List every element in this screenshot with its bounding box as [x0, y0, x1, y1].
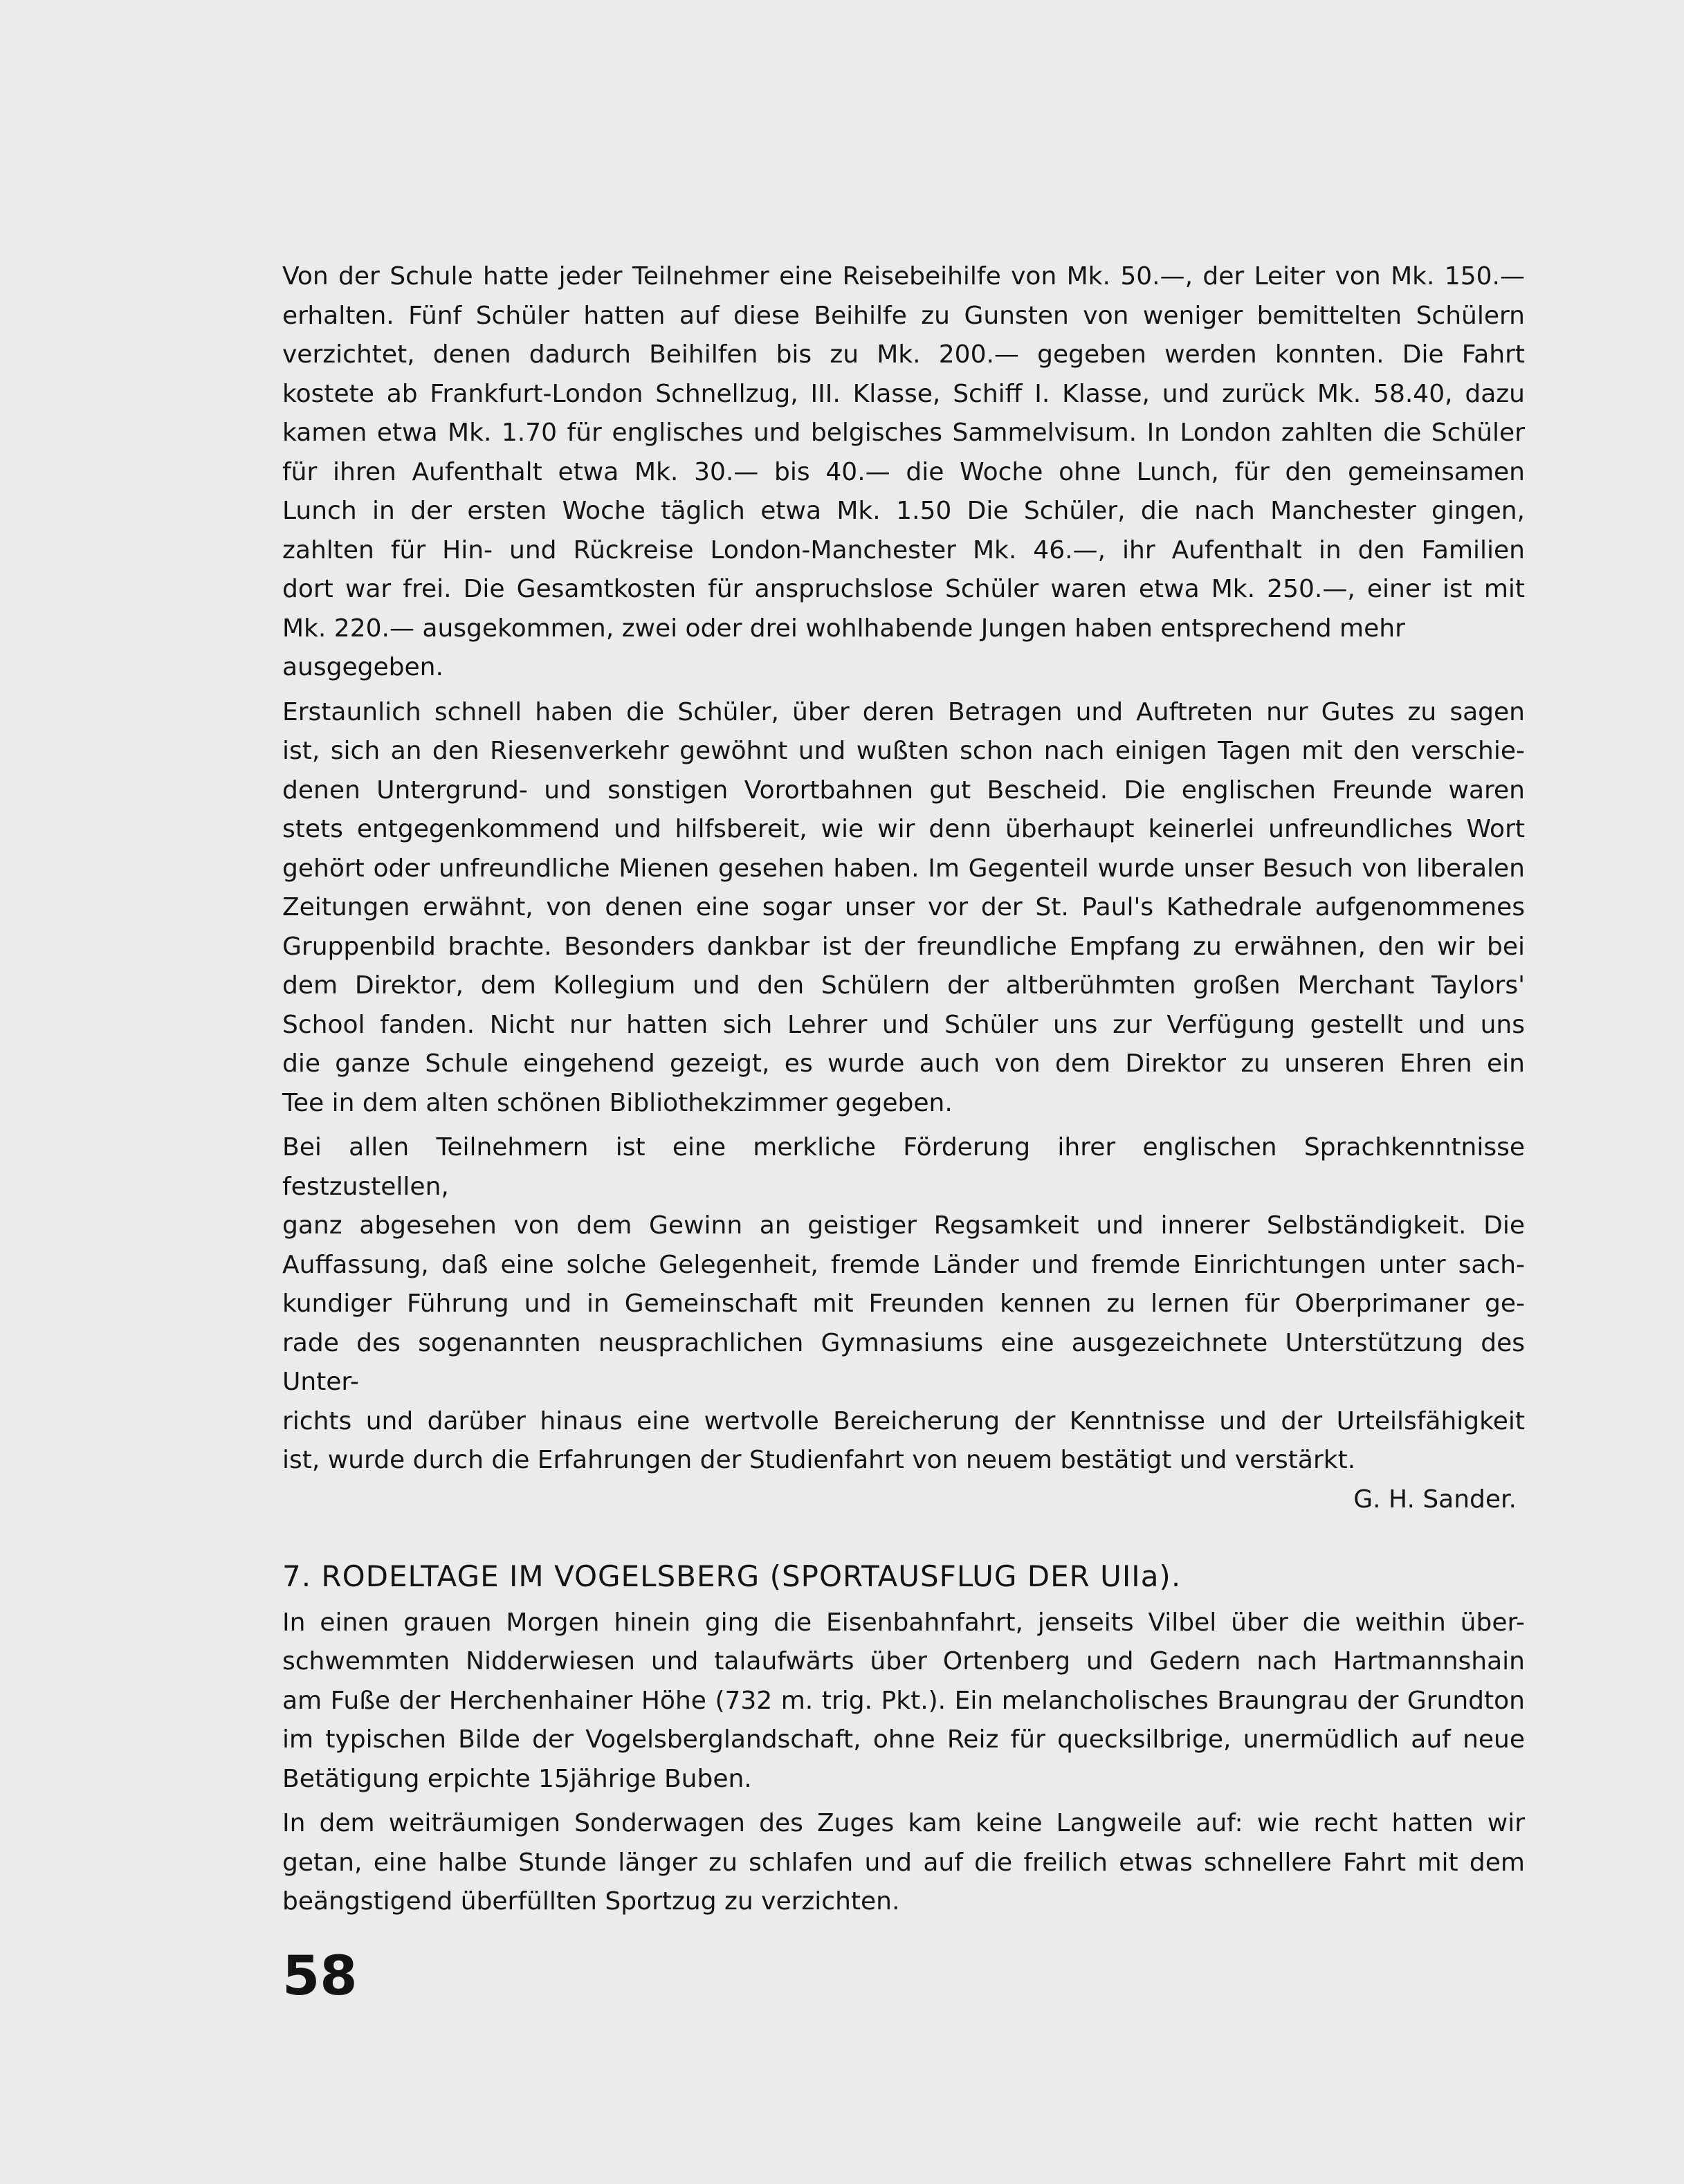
text-line: zahlten für Hin- und Rückreise London-Manchester Mk. 46.—, ihr Aufenthalt in den Familien: [282, 535, 1525, 565]
section-heading: 7. RODELTAGE IM VOGELSBERG (SPORTAUSFLUG DER UIIa).: [282, 1559, 1182, 1593]
text-line: die ganze Schule eingehend gezeigt, es wurde auch von dem Direktor zu unseren Ehren ein: [282, 1049, 1525, 1078]
text-line: Zeitungen erwähnt, von denen eine sogar unser vor der St. Paul's Kathedrale aufgenommenes: [282, 893, 1525, 921]
text-line: In einen grauen Morgen hinein ging die Eisenbahnfahrt, jenseits Vilbel über die weithin über-: [282, 1608, 1525, 1637]
section-paragraph-journey: [282, 1604, 1525, 1799]
text-line: Gruppenbild brachte. Besonders dankbar ist der freundliche Empfang zu erwähnen, den wir bei: [282, 932, 1525, 961]
text-line: Lunch in der ersten Woche täglich etwa Mk. 1.50 Die Schüler, die nach Manchester gingen,: [282, 497, 1525, 525]
book-page: [282, 257, 1525, 2008]
author-signature: G. H. Sander.: [1353, 1485, 1517, 1514]
text-line: beängstigend überfüllten Sportzug zu verzichten.: [282, 1887, 900, 1916]
text-line: stets entgegenkommend und hilfsbereit, wie wir denn überhaupt keinerlei unfreundliches Wort: [282, 815, 1525, 843]
text-line: verzichtet, denen dadurch Beihilfen bis zu Mk. 200.— gegeben werden konnten. Die Fahrt: [282, 340, 1525, 369]
text-line: kostete ab Frankfurt-London Schnellzug, III. Klasse, Schiff I. Klasse, und zurück Mk. 58.40, dazu: [282, 379, 1525, 408]
text-line: am Fuße der Herchenhainer Höhe (732 m. trig. Pkt.). Ein melancholisches Braungrau der Grundton: [282, 1686, 1525, 1715]
text-line: kamen etwa Mk. 1.70 für englisches und belgisches Sammelvisum. In London zahlten die Schüler: [282, 419, 1525, 447]
text-line: ist, wurde durch die Erfahrungen der Studienfahrt von neuem bestätigt und verstärkt.: [282, 1446, 1356, 1474]
text-line: Bei allen Teilnehmern ist eine merkliche Förderung ihrer englischen Sprachkenntnisse festzustellen,: [282, 1133, 1525, 1201]
report-paragraph-experience: [282, 693, 1525, 1123]
text-line: richts und darüber hinaus eine wertvolle Bereicherung der Kenntnisse und der Urteilsfähigkeit: [282, 1406, 1525, 1435]
report-paragraph-conclusion: [282, 1128, 1525, 1480]
text-line: Auffassung, daß eine solche Gelegenheit, fremde Länder und fremde Einrichtungen unter sach-: [282, 1250, 1525, 1279]
text-line: School fanden. Nicht nur hatten sich Lehrer und Schüler uns zur Verfügung gestellt und uns: [282, 1010, 1525, 1039]
text-line: erhalten. Fünf Schüler hatten auf diese Beihilfe zu Gunsten von weniger bemittelten Schülern: [282, 301, 1525, 330]
section-paragraph-train: [282, 1804, 1525, 1922]
page-number: 58: [282, 1945, 358, 2008]
report-paragraph-costs: [282, 257, 1525, 688]
text-line: In dem weiträumigen Sonderwagen des Zuges kam keine Langweile auf: wie recht hatten wir: [282, 1809, 1525, 1837]
text-line: denen Untergrund- und sonstigen Vorortbahnen gut Bescheid. Die englischen Freunde waren: [282, 776, 1525, 805]
text-line: im typischen Bilde der Vogelsberglandschaft, ohne Reiz für quecksilbrige, unermüdlich auf neue: [282, 1725, 1525, 1754]
text-line: Tee in dem alten schönen Bibliothekzimmer gegeben.: [282, 1088, 953, 1117]
text-line: rade des sogenannten neusprachlichen Gymnasiums eine ausgezeichnete Unterstützung des Unter-: [282, 1328, 1525, 1396]
text-line: getan, eine halbe Stunde länger zu schlafen und auf die freilich etwas schnellere Fahrt mit dem: [282, 1848, 1525, 1877]
text-line: Betätigung erpichte 15jährige Buben.: [282, 1764, 752, 1793]
text-line: gehört oder unfreundliche Mienen gesehen haben. Im Gegenteil wurde unser Besuch von liberalen: [282, 854, 1525, 883]
text-line: ganz abgesehen von dem Gewinn an geistiger Regsamkeit und innerer Selbständigkeit. Die: [282, 1211, 1525, 1240]
text-line: schwemmten Nidderwiesen und talaufwärts über Ortenberg und Gedern nach Hartmannshain: [282, 1647, 1525, 1676]
text-line: Mk. 220.— ausgekommen, zwei oder drei wohlhabende Jungen haben entsprechend mehr ausgegeben.: [282, 614, 1405, 681]
text-line: kundiger Führung und in Gemeinschaft mit Freunden kennen zu lernen für Oberprimaner ge-: [282, 1290, 1525, 1318]
text-line: dem Direktor, dem Kollegium und den Schülern der altberühmten großen Merchant Taylors': [282, 971, 1525, 1000]
text-line: dort war frei. Die Gesamtkosten für anspruchslose Schüler waren etwa Mk. 250.—, einer ist mit: [282, 575, 1525, 603]
text-line: Von der Schule hatte jeder Teilnehmer eine Reisebeihilfe von Mk. 50.—, der Leiter von Mk. 150.—: [282, 262, 1525, 291]
text-line: für ihren Aufenthalt etwa Mk. 30.— bis 40.— die Woche ohne Lunch, für den gemeinsamen: [282, 457, 1525, 486]
text-line: Erstaunlich schnell haben die Schüler, über deren Betragen und Auftreten nur Gutes zu sagen: [282, 697, 1525, 726]
text-line: ist, sich an den Riesenverkehr gewöhnt und wußten schon nach einigen Tagen mit den verschie-: [282, 737, 1525, 765]
